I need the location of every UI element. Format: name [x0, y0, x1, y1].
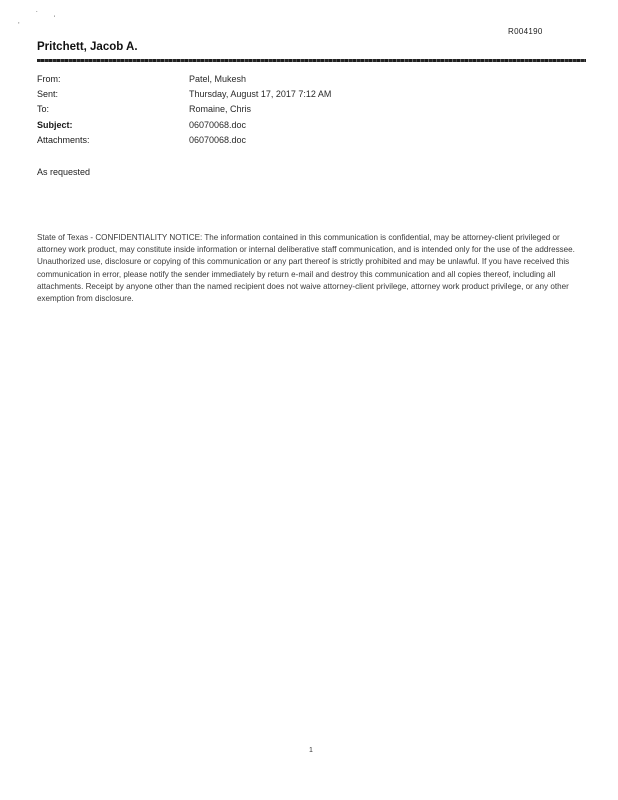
- attachments-label: Attachments:: [37, 134, 90, 145]
- to-label: To:: [37, 104, 50, 115]
- header-row-to: [37, 102, 577, 117]
- bates-number: R004190: [508, 27, 543, 36]
- scan-speck-mark: ,: [18, 19, 20, 25]
- sender-block-name: Pritchett, Jacob A.: [37, 41, 138, 53]
- header-row-subject: [37, 118, 577, 133]
- header-row-from: [37, 72, 577, 87]
- confidentiality-disclaimer: State of Texas - CONFIDENTIALITY NOTICE: The information contained in this communication is confidential, may be attorney-client privileged or attorney work product, may constitute inside information or internal deliberative staff communication, and is intended only for the use of the addressee. Unauthorized use, disclosure or copying of this communication or any part thereof is strictly prohibited and may be unlawful. If you have received this communication in error, please notify the sender immediately by return e-mail and destroy this communication and all copies thereof, including all attachments. Receipt by anyone other than the named recipient does not waive attorney-client privilege, attorney work product privilege, or any other exemption from disclosure.: [37, 233, 575, 304]
- header-row-attachments: [37, 133, 577, 148]
- to-value: Romaine, Chris: [189, 104, 252, 115]
- header-row-sent: [37, 87, 577, 102]
- sent-label: Sent:: [37, 89, 59, 100]
- page-number: 1: [309, 747, 313, 754]
- sent-value: Thursday, August 17, 2017 7:12 AM: [189, 89, 332, 100]
- scan-speck-mark: ': [54, 16, 56, 22]
- subject-value: 06070068.doc: [189, 119, 247, 130]
- from-label: From:: [37, 74, 61, 84]
- email-body-text: As requested: [37, 167, 91, 177]
- scan-speck-mark: .: [36, 8, 38, 14]
- from-value: Patel, Mukesh: [189, 74, 247, 84]
- attachments-value: 06070068.doc: [189, 134, 247, 145]
- header-divider: [37, 59, 586, 62]
- subject-label: Subject:: [37, 119, 73, 130]
- email-header-fields: [37, 72, 577, 148]
